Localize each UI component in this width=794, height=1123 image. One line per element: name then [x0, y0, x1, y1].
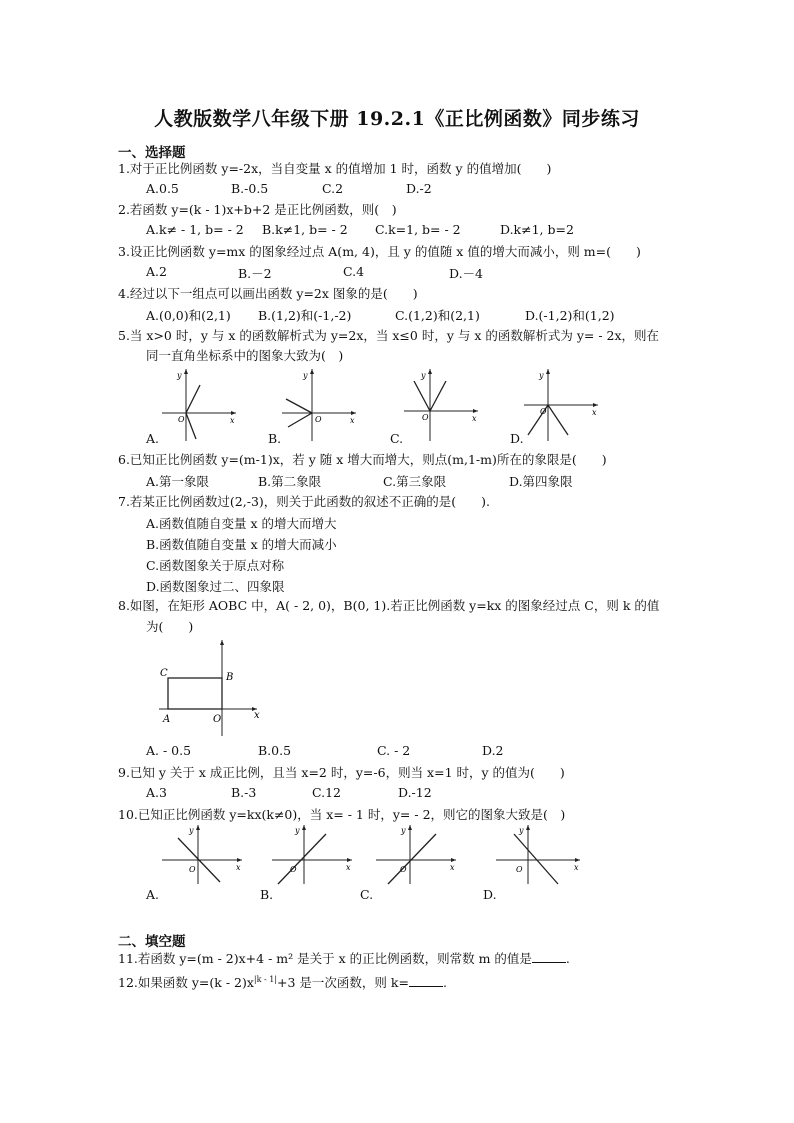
q4-option-c: C.(1,2)和(2,1): [395, 308, 480, 323]
q2-option-c: C.k=1, b= - 2: [375, 222, 461, 237]
q2-option-b: B.k≠1, b= - 2: [262, 222, 348, 237]
question-3: 3.设正比例函数 y=mx 的图象经过点 A(m, 4)，且 y 的值随 x 值的增大而减小，则 m=( ): [118, 244, 641, 259]
question-5-line-2: 同一直角坐标系中的图象大致为( ): [146, 348, 344, 363]
q10-graph-d: [492, 822, 584, 886]
axis-x-label: x: [254, 710, 260, 721]
q5-option-b: B.: [268, 431, 282, 446]
q1-option-d: D.-2: [406, 181, 432, 196]
q4-option-d: D.(-1,2)和(1,2): [525, 308, 615, 323]
q10-option-b: B.: [260, 887, 274, 902]
q3-option-b: B.－2: [238, 266, 272, 281]
question-9: 9.已知 y 关于 x 成正比例，且当 x=2 时，y=-6，则当 x=1 时，y 的值为( ): [118, 765, 565, 780]
q1-option-b: B.-0.5: [231, 181, 269, 196]
point-c-label: C: [160, 668, 168, 679]
axis-x-label: x: [450, 863, 455, 872]
q10-option-d: D.: [483, 887, 497, 902]
q5-option-c: C.: [390, 431, 404, 446]
q2-option-d: D.k≠1, b=2: [500, 222, 574, 237]
question-5-line-1: 5.当 x>0 时，y 与 x 的函数解析式为 y=2x，当 x≤0 时，y 与 x 的函数解析式为 y= - 2x，则在: [118, 328, 660, 343]
origin-label: O: [540, 407, 547, 416]
point-a-label: A: [163, 714, 171, 725]
q1-option-c: C.2: [322, 181, 344, 196]
q9-option-a: A.3: [146, 785, 167, 800]
q11-text: 11.若函数 y=(m - 2)x+4 - m² 是关于 x 的正比例函数，则常数 m 的值是: [118, 951, 532, 966]
q12-text-2: +3 是一次函数，则 k=: [277, 975, 409, 991]
q3-option-a: A.2: [146, 264, 167, 279]
axis-x-label: x: [592, 408, 597, 417]
q10-option-c: C.: [360, 887, 374, 902]
axis-y-label: y: [519, 826, 524, 835]
q5-graph-a: [158, 365, 238, 443]
q8-option-d: D.2: [482, 743, 504, 758]
axis-y-label: y: [177, 371, 182, 380]
axis-y-label: y: [295, 826, 300, 835]
q6-option-c: C.第三象限: [383, 474, 447, 489]
q3-option-c: C.4: [343, 264, 365, 279]
q5-option-a: A.: [146, 431, 160, 446]
q9-option-b: B.-3: [231, 785, 257, 800]
q9-option-d: D.-12: [398, 785, 432, 800]
q1-option-a: A.0.5: [146, 181, 179, 196]
q2-option-a: A.k≠ - 1, b= - 2: [146, 222, 244, 237]
q5-graph-d: [520, 365, 600, 443]
q12-exponent: |k - 1|: [253, 975, 278, 984]
axis-y-label: y: [303, 371, 308, 380]
origin-label: O: [213, 714, 222, 725]
question-6: 6.已知正比例函数 y=(m-1)x，若 y 随 x 增大而增大，则点(m,1-m)所在的象限是( ): [118, 452, 607, 467]
axis-x-label: x: [574, 863, 579, 872]
q10-graph-a: [158, 822, 246, 886]
q3-option-d: D.－4: [449, 266, 484, 281]
q7-option-a: A.函数值随自变量 x 的增大而增大: [146, 516, 337, 531]
question-4: 4.经过以下一组点可以画出函数 y=2x 图象的是( ): [118, 286, 418, 301]
q8-option-b: B.0.5: [258, 743, 292, 758]
question-8-line-2: 为( ): [146, 619, 194, 634]
question-7: 7.若某正比例函数过(2,-3)，则关于此函数的叙述不正确的是( ).: [118, 494, 491, 509]
axis-y-label: y: [421, 371, 426, 380]
q10-graph-b: [268, 822, 356, 886]
origin-label: O: [290, 865, 297, 874]
q12-text: 12.如果函数 y=(k - 2)x: [118, 975, 254, 991]
q6-option-d: D.第四象限: [509, 474, 573, 489]
axis-x-label: x: [350, 416, 355, 425]
origin-label: O: [189, 865, 196, 874]
q6-option-b: B.第二象限: [258, 474, 322, 489]
q10-option-a: A.: [146, 887, 160, 902]
q9-option-c: C.12: [312, 785, 341, 800]
axis-y-label: y: [401, 826, 406, 835]
axis-y-label: y: [539, 371, 544, 380]
q7-option-c: C.函数图象关于原点对称: [146, 558, 285, 573]
q7-option-b: B.函数值随自变量 x 的增大而减小: [146, 537, 337, 552]
axis-x-label: x: [472, 414, 477, 423]
q12-answer-blank[interactable]: [409, 974, 443, 987]
q11-end: .: [565, 951, 570, 966]
origin-label: O: [516, 865, 523, 874]
origin-label: O: [422, 413, 429, 422]
q8-rectangle-figure: [155, 638, 270, 738]
q12-end: .: [442, 975, 447, 991]
origin-label: O: [178, 415, 185, 424]
page-title: 人教版数学八年级下册 19.2.1《正比例函数》同步练习: [154, 108, 640, 130]
question-2: 2.若函数 y=(k - 1)x+b+2 是正比例函数，则( ): [118, 202, 397, 217]
q5-graph-c: [400, 365, 480, 443]
q5-graph-b: [278, 365, 358, 443]
origin-label: O: [400, 865, 407, 874]
axis-x-label: x: [236, 863, 241, 872]
q4-option-a: A.(0,0)和(2,1): [146, 308, 231, 323]
q8-option-a: A. - 0.5: [146, 743, 192, 758]
q5-option-d: D.: [510, 431, 524, 446]
axis-x-label: x: [346, 863, 351, 872]
q11-answer-blank[interactable]: [532, 950, 566, 963]
question-11: [118, 950, 570, 967]
question-1: 1.对于正比例函数 y=-2x，当自变量 x 的值增加 1 时，函数 y 的值增加( ): [118, 161, 552, 176]
axis-y-label: y: [189, 826, 194, 835]
q7-option-d: D.函数图象过二、四象限: [146, 579, 285, 594]
section-choice-heading: 一、选择题: [118, 145, 186, 161]
origin-label: O: [315, 415, 322, 424]
q4-option-b: B.(1,2)和(-1,-2): [258, 308, 352, 323]
point-b-label: B: [226, 672, 234, 683]
question-8-line-1: 8.如图，在矩形 AOBC 中，A( - 2, 0)，B(0, 1).若正比例函数 y=kx 的图象经过点 C，则 k 的值: [118, 598, 660, 613]
q8-option-c: C. - 2: [377, 743, 411, 758]
section-fill-heading: 二、填空题: [118, 934, 186, 950]
q10-graph-c: [372, 822, 460, 886]
axis-x-label: x: [230, 416, 235, 425]
q6-option-a: A.第一象限: [146, 474, 210, 489]
question-12: [118, 971, 447, 991]
question-10: 10.已知正比例函数 y=kx(k≠0)，当 x= - 1 时，y= - 2，则它的图象大致是( ): [118, 807, 566, 822]
